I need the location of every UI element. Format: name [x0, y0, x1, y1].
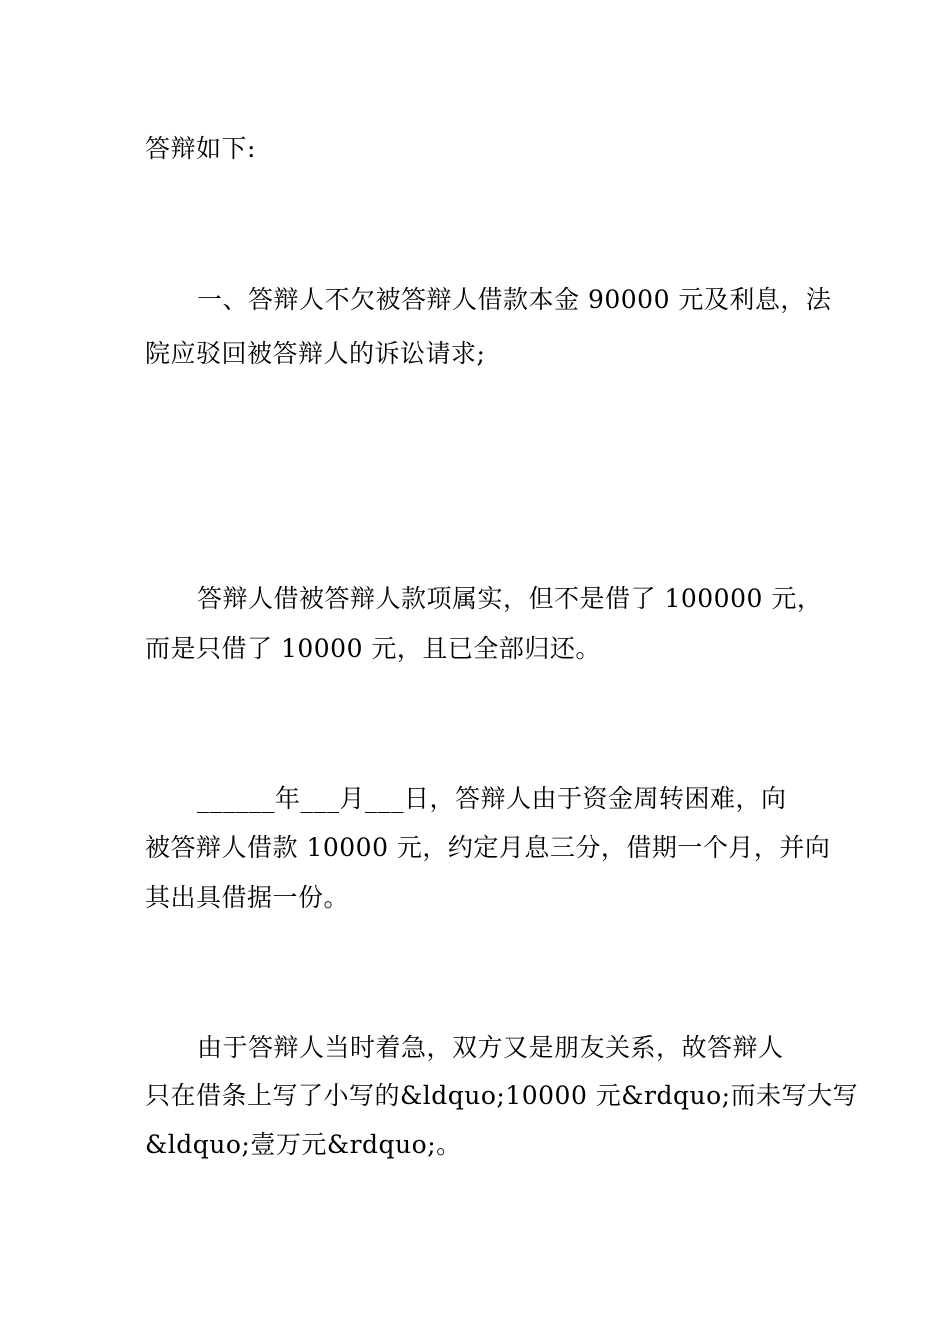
- paragraph-line: 被答辩人借款 10000 元，约定月息三分，借期一个月，并向: [145, 833, 831, 862]
- paragraph-line: &ldquo;壹万元&rdquo;。: [145, 1130, 462, 1159]
- document-heading: 答辩如下:: [145, 134, 256, 163]
- paragraph-line: 只在借条上写了小写的&ldquo;10000 元&rdquo;而未写大写: [145, 1081, 859, 1110]
- paragraph-line: 由于答辩人当时着急，双方又是朋友关系，故答辩人: [197, 1033, 784, 1062]
- paragraph-line: 而是只借了 10000 元，且已全部归还。: [145, 634, 601, 663]
- paragraph-line: ______年___月___日，答辩人由于资金周转困难，向: [197, 784, 787, 813]
- paragraph-line: 院应驳回被答辩人的诉讼请求;: [145, 339, 486, 368]
- paragraph-line: 一、答辩人不欠被答辩人借款本金 90000 元及利息，法: [197, 285, 832, 314]
- paragraph-line: 其出具借据一份。: [145, 883, 350, 912]
- paragraph-line: 答辩人借被答辩人款项属实，但不是借了 100000 元，: [197, 584, 823, 613]
